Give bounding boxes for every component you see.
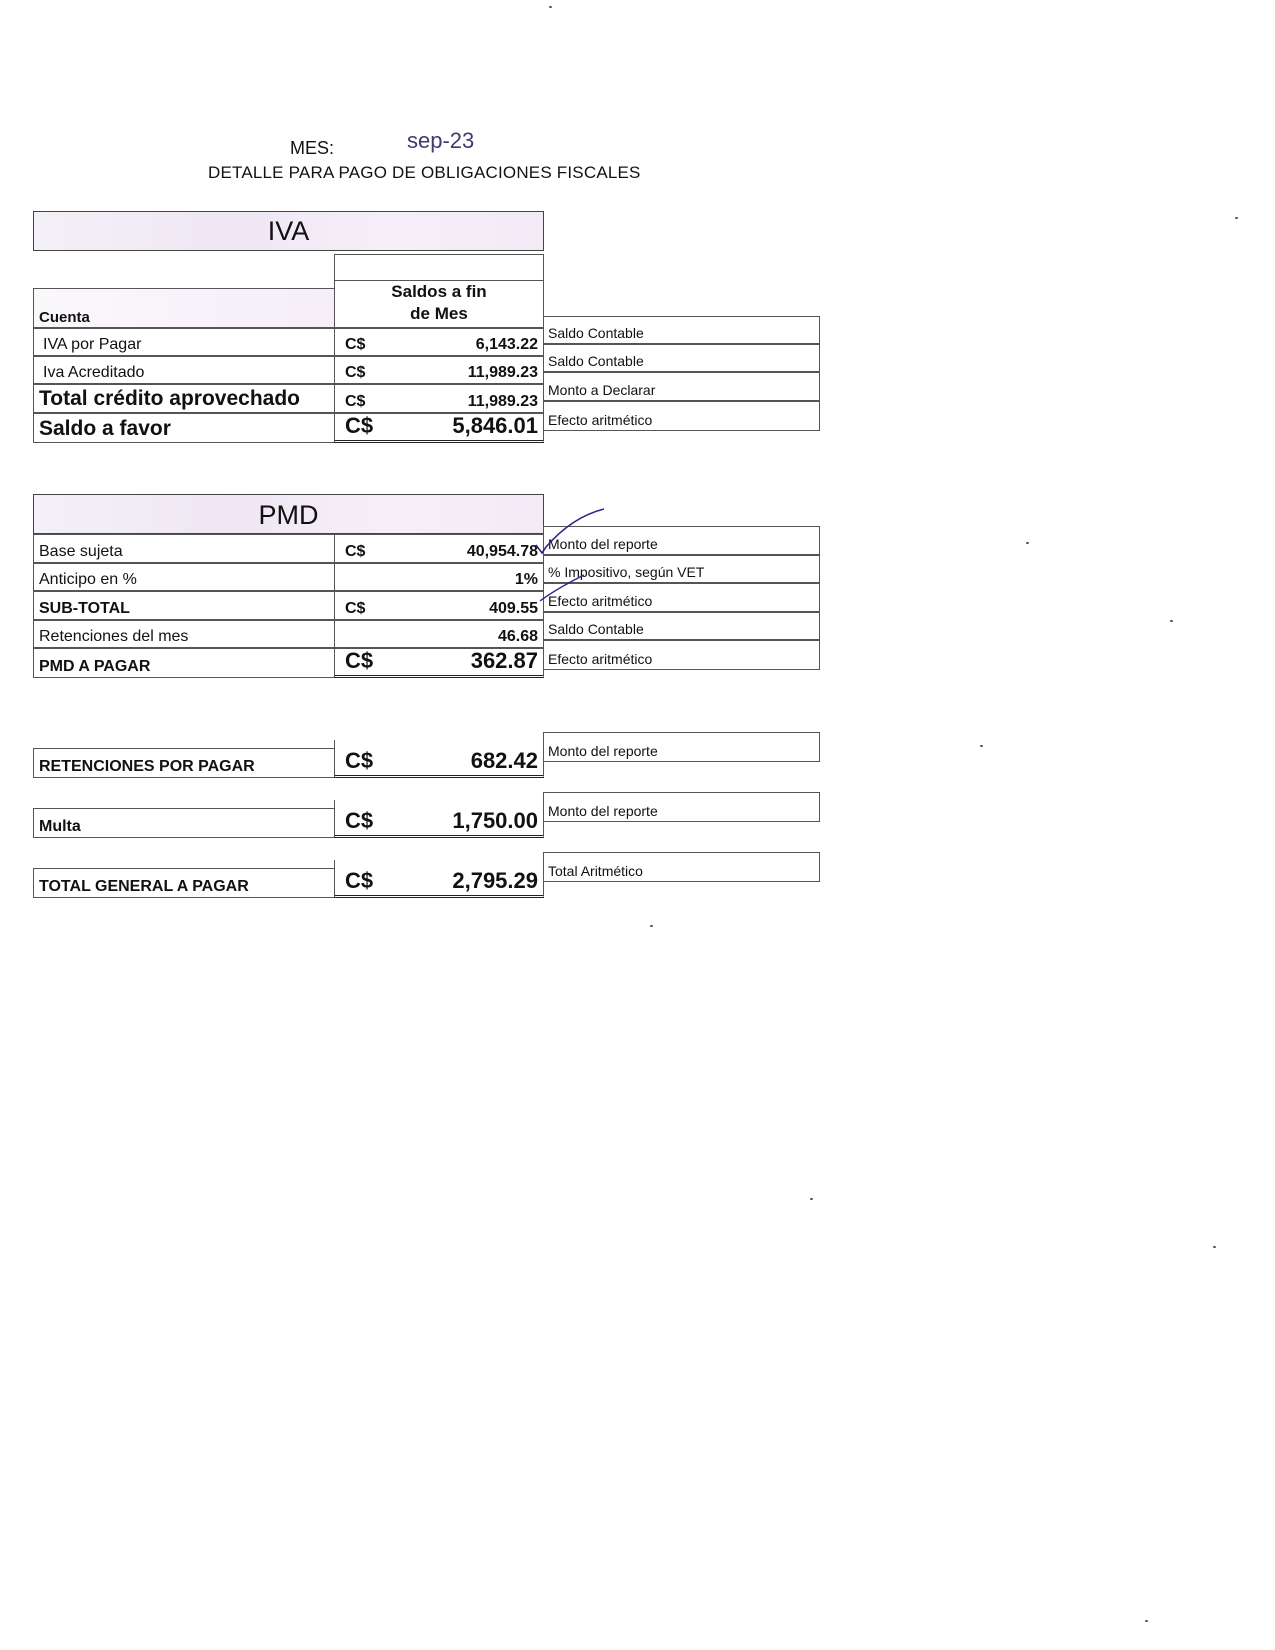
multa-amount: C$ 1,750.00 <box>334 800 544 838</box>
scan-speck <box>980 745 983 747</box>
pmd-row-note: Saldo Contable <box>543 612 820 640</box>
iva-row-note: Saldo Contable <box>543 316 820 344</box>
iva-row-label: IVA por Pagar <box>33 328 335 356</box>
pmd-section-header <box>33 494 544 534</box>
iva-row-label: Total crédito aprovechado <box>33 384 335 413</box>
iva-row-note: Saldo Contable <box>543 344 820 372</box>
document-title: DETALLE PARA PAGO DE OBLIGACIONES FISCALES <box>208 163 641 182</box>
scan-speck <box>810 1198 813 1200</box>
multa-note: Monto del reporte <box>543 792 820 822</box>
pmd-row-note: % Impositivo, según VET <box>543 555 820 583</box>
retenciones-note: Monto del reporte <box>543 732 820 762</box>
iva-col-spacer <box>334 254 544 282</box>
pmd-row-amount: C$ 40,954.78 <box>334 534 544 563</box>
pmd-row-label: Retenciones del mes <box>33 620 335 648</box>
total-note: Total Aritmético <box>543 852 820 882</box>
iva-col-cuenta: Cuenta <box>33 288 335 328</box>
pmd-row-amount: 46.68 <box>334 620 544 648</box>
total-label: TOTAL GENERAL A PAGAR <box>33 868 335 898</box>
retenciones-label: RETENCIONES POR PAGAR <box>33 748 335 778</box>
iva-row-amount: C$ 6,143.22 <box>334 328 544 356</box>
iva-row-note: Monto a Declarar <box>543 372 820 401</box>
total-amount: C$ 2,795.29 <box>334 860 544 898</box>
iva-col-saldos: Saldos a fin de Mes <box>334 280 544 328</box>
month-value: sep-23 <box>407 128 475 153</box>
scan-speck <box>1170 620 1173 622</box>
scan-speck <box>549 6 552 8</box>
scan-speck <box>1213 1246 1216 1248</box>
iva-row-amount: C$ 11,989.23 <box>334 384 544 413</box>
iva-row-label: Iva Acreditado <box>33 356 335 384</box>
pmd-row-note: Monto del reporte <box>543 526 820 555</box>
pmd-row-note: Efecto aritmético <box>543 583 820 612</box>
pmd-row-label: Anticipo en % <box>33 563 335 591</box>
checkmark-icon <box>532 505 612 605</box>
scan-speck <box>650 925 653 927</box>
iva-row-note: Efecto aritmético <box>543 401 820 431</box>
pmd-title: PMD <box>258 500 319 530</box>
pmd-total-amount: C$ 362.87 <box>334 648 544 678</box>
pmd-row-amount: 1% <box>334 563 544 591</box>
iva-row-amount: C$ 11,989.23 <box>334 356 544 384</box>
pmd-row-note: Efecto aritmético <box>543 640 820 670</box>
month-label: MES: <box>290 138 335 158</box>
pmd-row-label: SUB-TOTAL <box>33 591 335 620</box>
scan-speck <box>1145 1620 1148 1622</box>
pmd-row-amount: C$ 409.55 <box>334 591 544 620</box>
iva-title: IVA <box>267 216 310 246</box>
pmd-row-label: PMD A PAGAR <box>33 648 335 678</box>
scan-speck <box>1026 542 1029 544</box>
retenciones-amount: C$ 682.42 <box>334 740 544 778</box>
iva-saldo-amount: C$ 5,846.01 <box>334 413 544 443</box>
iva-row-label: Saldo a favor <box>33 413 335 443</box>
iva-section-header <box>33 211 544 251</box>
pmd-row-label: Base sujeta <box>33 534 335 563</box>
multa-label: Multa <box>33 808 335 838</box>
scan-speck <box>1235 217 1238 219</box>
